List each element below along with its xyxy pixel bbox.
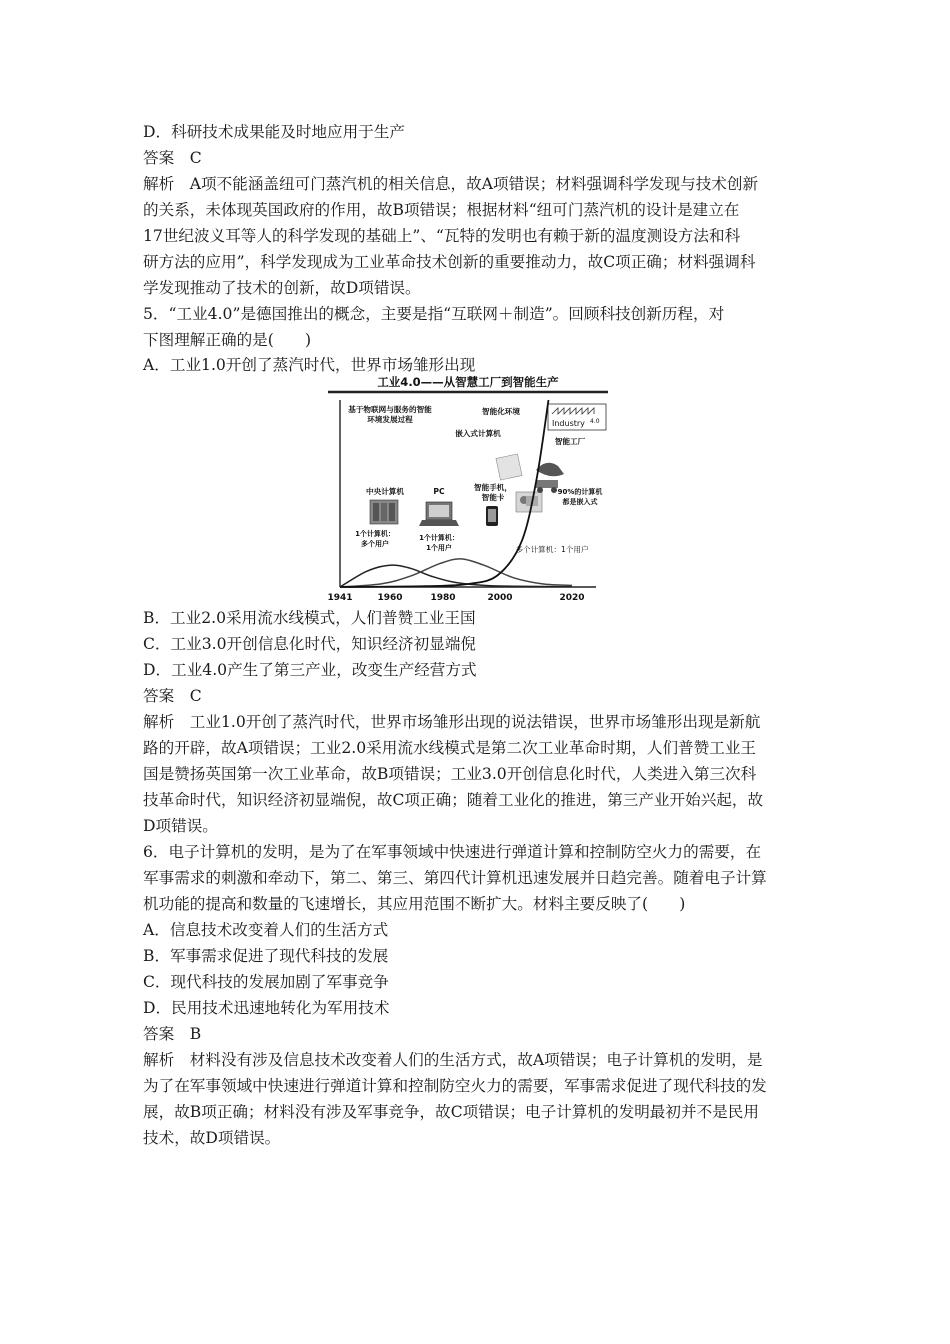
text-line: 解析 A项不能涵盖纽可门蒸汽机的相关信息，故A项错误；材料强调科学发现与技术创新 <box>143 175 759 193</box>
text-line: B．工业2.0采用流水线模式，人们普赞工业王国 <box>143 609 476 627</box>
embedded90-label-2: 都是嵌入式 <box>562 498 598 506</box>
text-line: 下图理解正确的是( ) <box>143 331 312 349</box>
mainframe-label: 中央计算机 <box>366 487 404 496</box>
text-line: 技术，故D项错误。 <box>143 1129 281 1147</box>
text-line: A．信息技术改变着人们的生活方式 <box>143 921 389 939</box>
text-line: 17世纪波义耳等人的科学发现的基础上”、“瓦特的发明也有赖于新的温度测设方法和科 <box>143 227 741 245</box>
text-line: 路的开辟，故A项错误；工业2.0采用流水线模式是第二次工业革命时期，人们普赞工业王 <box>143 739 757 757</box>
one-many-label-1: 1个计算机： <box>355 530 395 538</box>
text-line: C．工业3.0开创信息化时代，知识经济初显端倪 <box>143 635 477 653</box>
embedded-label: 嵌入式计算机 <box>455 429 501 438</box>
x-tick-label: 2000 <box>487 593 513 603</box>
text-line: C．现代科技的发展加剧了军事竞争 <box>143 973 389 991</box>
text-line: 解析 工业1.0开创了蒸汽时代，世界市场雏形出现的说法错误，世界市场雏形出现是新航 <box>143 713 761 731</box>
x-tick-label: 1980 <box>430 593 456 603</box>
smart-factory-label: 智能工厂 <box>554 437 586 446</box>
env-label-2: 环境发展过程 <box>367 415 413 424</box>
text-line: 5．“工业4.0”是德国推出的概念，主要是指“互联网＋制造”。回顾科技创新历程，对 <box>143 305 725 323</box>
smartphone-label-2: 智能卡 <box>481 493 505 502</box>
text-line: A．工业1.0开创了蒸汽时代，世界市场雏形出现 <box>143 356 476 374</box>
x-tick-label: 1960 <box>377 593 403 603</box>
text-line: D．民用技术迅速地转化为军用技术 <box>143 999 390 1017</box>
text-line: 为了在军事领域中快速进行弹道计算和控制防空火力的需要，军事需求促进了现代科技的发 <box>143 1077 767 1095</box>
text-line: 研方法的应用”，科学发现成为工业革命技术创新的重要推动力，故C项正确；材料强调科 <box>143 253 756 271</box>
text-line: 6．电子计算机的发明，是为了在军事领域中快速进行弹道计算和控制防空火力的需要，在 <box>143 843 762 861</box>
laptop-icon <box>419 502 459 526</box>
x-tick-label: 2020 <box>559 593 585 603</box>
figure-title: 工业4.0——从智慧工厂到智能生产 <box>377 375 559 389</box>
one-one-label-2: 1个用户 <box>426 544 452 552</box>
industry-4-figure <box>318 372 618 604</box>
text-line: 军事需求的刺激和牵动下，第二、第三、第四代计算机迅速发展并日趋完善。随着电子计算 <box>143 869 767 887</box>
pc-label: PC <box>433 487 445 496</box>
text-line: 国是赞扬英国第一次工业革命，故B项错误；工业3.0开创信息化时代，人类进入第三次科 <box>143 765 757 783</box>
smart-env-label: 智能化环境 <box>482 407 520 416</box>
text-line: 答案 C <box>143 149 202 167</box>
smartphone-label-1: 智能手机， <box>474 483 512 492</box>
mainframe-icon <box>370 500 398 524</box>
text-line: 学发现推动了技术的创新，故D项错误。 <box>143 279 421 297</box>
one-many-label-2: 多个用户 <box>361 540 389 548</box>
industry-logo-text: Industry <box>552 419 585 428</box>
env-label-1: 基于物联网与服务的智能 <box>348 405 432 414</box>
x-tick-label: 1941 <box>327 593 353 603</box>
text-line: B．军事需求促进了现代科技的发展 <box>143 947 389 965</box>
text-line: 机功能的提高和数量的飞速增长，其应用范围不断扩大。材料主要反映了( ) <box>143 895 686 913</box>
text-line: 的关系，未体现英国政府的作用，故B项错误；根据材料“纽可门蒸汽机的设计是建立在 <box>143 201 740 219</box>
text-line: 展，故B项正确；材料没有涉及军事竞争，故C项错误；电子计算机的发明最初并不是民用 <box>143 1103 759 1121</box>
one-one-label-1: 1个计算机： <box>419 534 459 542</box>
industry-logo <box>548 404 606 430</box>
figure-svg <box>318 372 618 604</box>
text-line: 答案 B <box>143 1025 202 1043</box>
many-one-label: 多个计算机：1个用户 <box>515 545 589 554</box>
text-line: D．科研技术成果能及时地应用于生产 <box>143 123 406 141</box>
smartphone-icon <box>486 506 498 526</box>
text-line: 技革命时代，知识经济初显端倪，故C项正确；随着工业化的推进，第三产业开始兴起，故 <box>143 791 764 809</box>
embedded90-label-1: 90%的计算机 <box>557 488 603 496</box>
text-line: D项错误。 <box>143 817 218 835</box>
text-line: 解析 材料没有涉及信息技术改变着人们的生活方式，故A项错误；电子计算机的发明，是 <box>143 1051 763 1069</box>
industry-logo-version: 4.0 <box>590 418 600 425</box>
text-line: 答案 C <box>143 687 202 705</box>
text-line: D．工业4.0产生了第三产业，改变生产经营方式 <box>143 661 477 679</box>
